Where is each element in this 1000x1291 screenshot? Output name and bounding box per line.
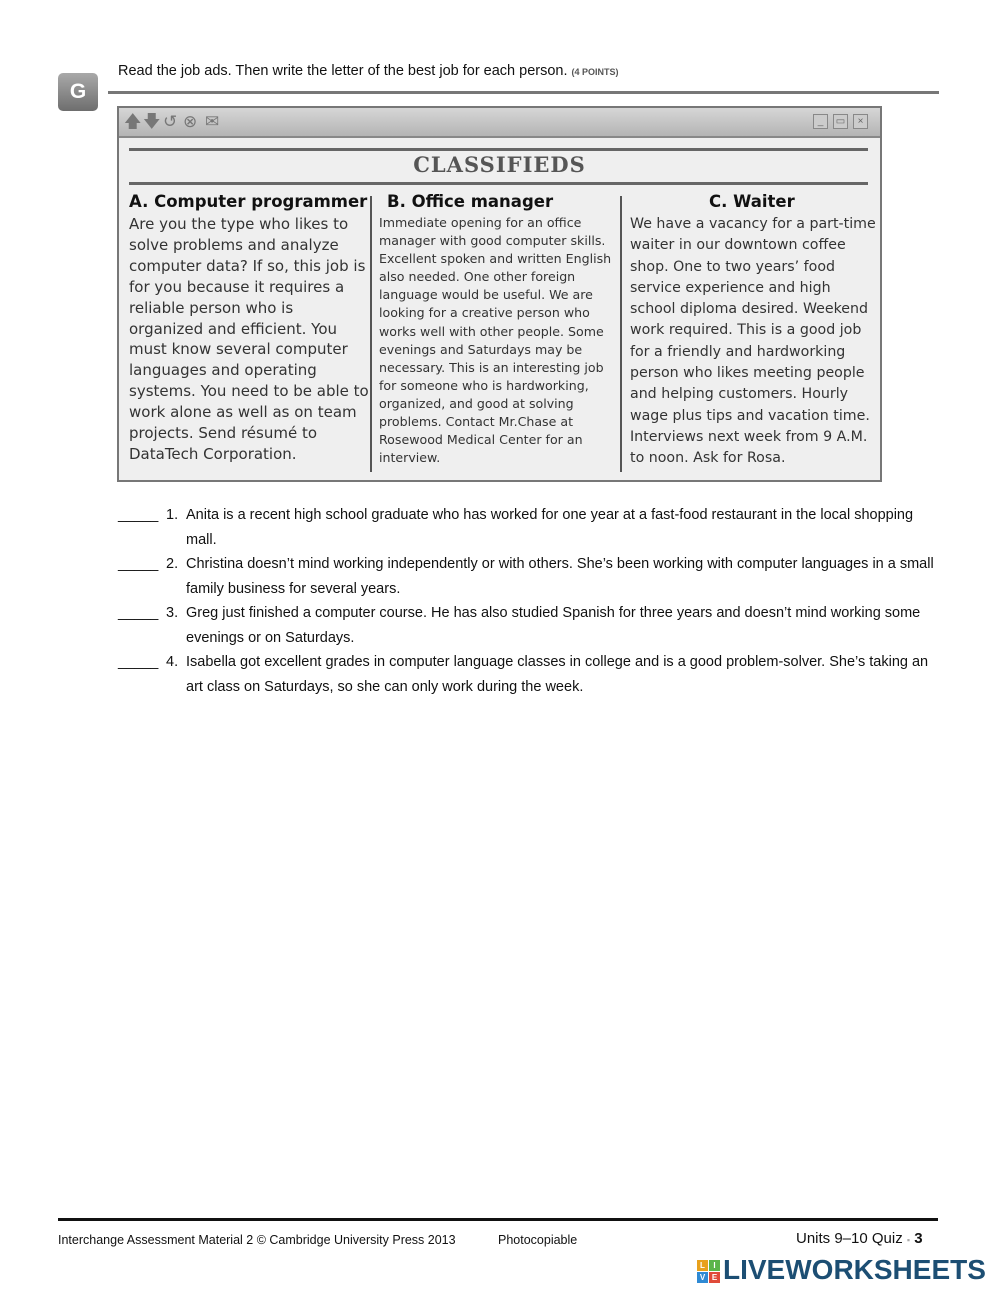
ad-text-line: work alone as well as on team: [129, 403, 357, 422]
question-text: Isabella got excellent grades in computer language classes in college and is a good problem-solver. She’s taking an art class on Saturdays, so she can only work during the week.: [186, 654, 929, 695]
separator: ▪: [906, 1235, 911, 1245]
liveworksheets-logo: [697, 1254, 986, 1286]
maximize-icon: ▭: [833, 114, 848, 129]
footer-quiz: [796, 1230, 923, 1247]
ad-text-line: language would be useful. We are: [379, 287, 593, 303]
question-2: [118, 552, 934, 597]
ad-text-line: We have a vacancy for a part-time: [630, 216, 876, 232]
logo-tile: L: [697, 1260, 708, 1271]
points-label: (4 POINTS): [571, 67, 619, 77]
ad-waiter: [630, 192, 876, 470]
title-rule-bottom: [129, 182, 868, 185]
column-divider: [370, 196, 372, 472]
ad-text-line: for a friendly and hardworking: [630, 343, 846, 360]
window-close-icon: ×: [853, 114, 868, 129]
ad-text-line: computer data? If so, this job is: [129, 256, 366, 275]
ad-computer-programmer: [129, 192, 369, 465]
ad-text-line: also needed. One other foreign: [379, 269, 576, 285]
question-number: 2.: [166, 556, 179, 572]
logo-text: LIVEWORKSHEETS: [723, 1254, 986, 1285]
footer-rule: [58, 1218, 938, 1221]
ad-text-line: to noon. Ask for Rosa.: [630, 450, 786, 467]
minimize-icon: _: [813, 114, 828, 129]
ad-text-line: waiter in our downtown coffee: [630, 237, 846, 254]
ad-text-line: languages and operating: [129, 361, 317, 380]
close-circle-icon: ⊗: [183, 112, 198, 131]
section-badge: G: [58, 73, 98, 111]
classifieds-title: CLASSIFIEDS: [413, 152, 586, 177]
question-number: 1.: [166, 507, 179, 523]
ad-text-line: reliable person who is: [129, 298, 294, 317]
ad-office-manager: [379, 192, 611, 467]
arrow-down-icon: 🡇: [143, 112, 161, 131]
mail-icon: ✉: [205, 112, 220, 131]
ad-text-line: organized and efficient. You: [129, 319, 338, 338]
ad-text-line: evenings and Saturdays may be: [379, 341, 583, 357]
question-text: Christina doesn’t mind working independently or with others. She’s been working with computer languages in a small family business for several years.: [186, 556, 934, 597]
question-3: [118, 601, 921, 646]
ad-text-line: projects. Send résumé to: [129, 424, 318, 443]
ad-text-line: Excellent spoken and written English: [379, 251, 612, 267]
answer-blank[interactable]: _____: [118, 556, 159, 572]
ad-text-line: person who likes meeting people: [630, 365, 865, 382]
ad-heading: C. Waiter: [709, 192, 795, 211]
instruction-text: Read the job ads. Then write the letter of the best job for each person.: [118, 63, 568, 79]
ad-text-line: school diploma desired. Weekend: [630, 301, 869, 318]
ad-text-line: Immediate opening for an office: [379, 215, 582, 230]
logo-tile: V: [697, 1272, 708, 1283]
ad-text-line: solve problems and analyze: [129, 235, 339, 254]
logo-tile: E: [709, 1272, 720, 1283]
question-number: 3.: [166, 605, 179, 621]
question-number: 4.: [166, 654, 179, 670]
column-divider: [620, 196, 622, 472]
question-1: [118, 503, 914, 548]
ad-text-line: interview.: [379, 450, 441, 466]
ad-text-line: manager with good computer skills.: [379, 233, 606, 249]
ad-text-line: shop. One to two years’ food: [630, 258, 836, 275]
ad-text-line: service experience and high: [630, 279, 831, 296]
ad-heading: B. Office manager: [387, 192, 554, 211]
page-number: 3: [914, 1230, 923, 1247]
title-rule-top: [129, 148, 868, 151]
undo-icon: ↺: [163, 112, 178, 131]
footer-copyright: Interchange Assessment Material 2 © Cambridge University Press 2013: [58, 1233, 456, 1247]
window-toolbar: [119, 108, 880, 138]
answer-blank[interactable]: _____: [118, 654, 159, 670]
instruction: [118, 63, 619, 79]
ad-text-line: systems. You need to be able to: [129, 382, 369, 401]
ad-text-line: Interviews next week from 9 A.M.: [630, 428, 868, 445]
answer-blank[interactable]: _____: [118, 605, 159, 621]
question-text: Anita is a recent high school graduate who has worked for one year at a fast-food restaurant in the local shopping mall.: [186, 507, 914, 548]
logo-tiles-icon: [697, 1260, 720, 1283]
ad-text-line: Are you the type who likes to: [129, 215, 349, 233]
ad-text-line: wage plus tips and vacation time.: [630, 407, 870, 424]
classifieds-window: [117, 106, 882, 482]
answer-blank[interactable]: _____: [118, 507, 159, 523]
ad-text-line: problems. Contact Mr.Chase at: [379, 414, 574, 430]
ad-heading: A. Computer programmer: [129, 192, 368, 211]
quiz-label: Units 9–10 Quiz: [796, 1230, 903, 1247]
question-text: Greg just finished a computer course. He has also studied Spanish for three years and doesn’t mind working some evenings or on Saturdays.: [186, 605, 921, 646]
ad-text-line: DataTech Corporation.: [129, 444, 297, 463]
question-4: [118, 650, 929, 695]
ad-text-line: for someone who is hardworking,: [379, 377, 589, 393]
ad-text-line: for you because it requires a: [129, 277, 345, 296]
ad-text-line: must know several computer: [129, 340, 348, 359]
ad-text-line: works well with other people. Some: [379, 323, 604, 339]
logo-tile: I: [709, 1260, 720, 1271]
ad-text-line: and helping customers. Hourly: [630, 386, 849, 403]
ad-text-line: necessary. This is an interesting job: [379, 359, 604, 375]
footer-photocopiable: Photocopiable: [498, 1233, 578, 1247]
ad-text-line: looking for a creative person who: [379, 305, 590, 321]
ad-text-line: Rosewood Medical Center for an: [379, 432, 583, 448]
section-rule: [108, 91, 939, 94]
arrow-up-icon: 🡅: [124, 112, 142, 131]
ad-text-line: work required. This is a good job: [630, 322, 862, 339]
ad-text-line: organized, and good at solving: [379, 395, 574, 411]
